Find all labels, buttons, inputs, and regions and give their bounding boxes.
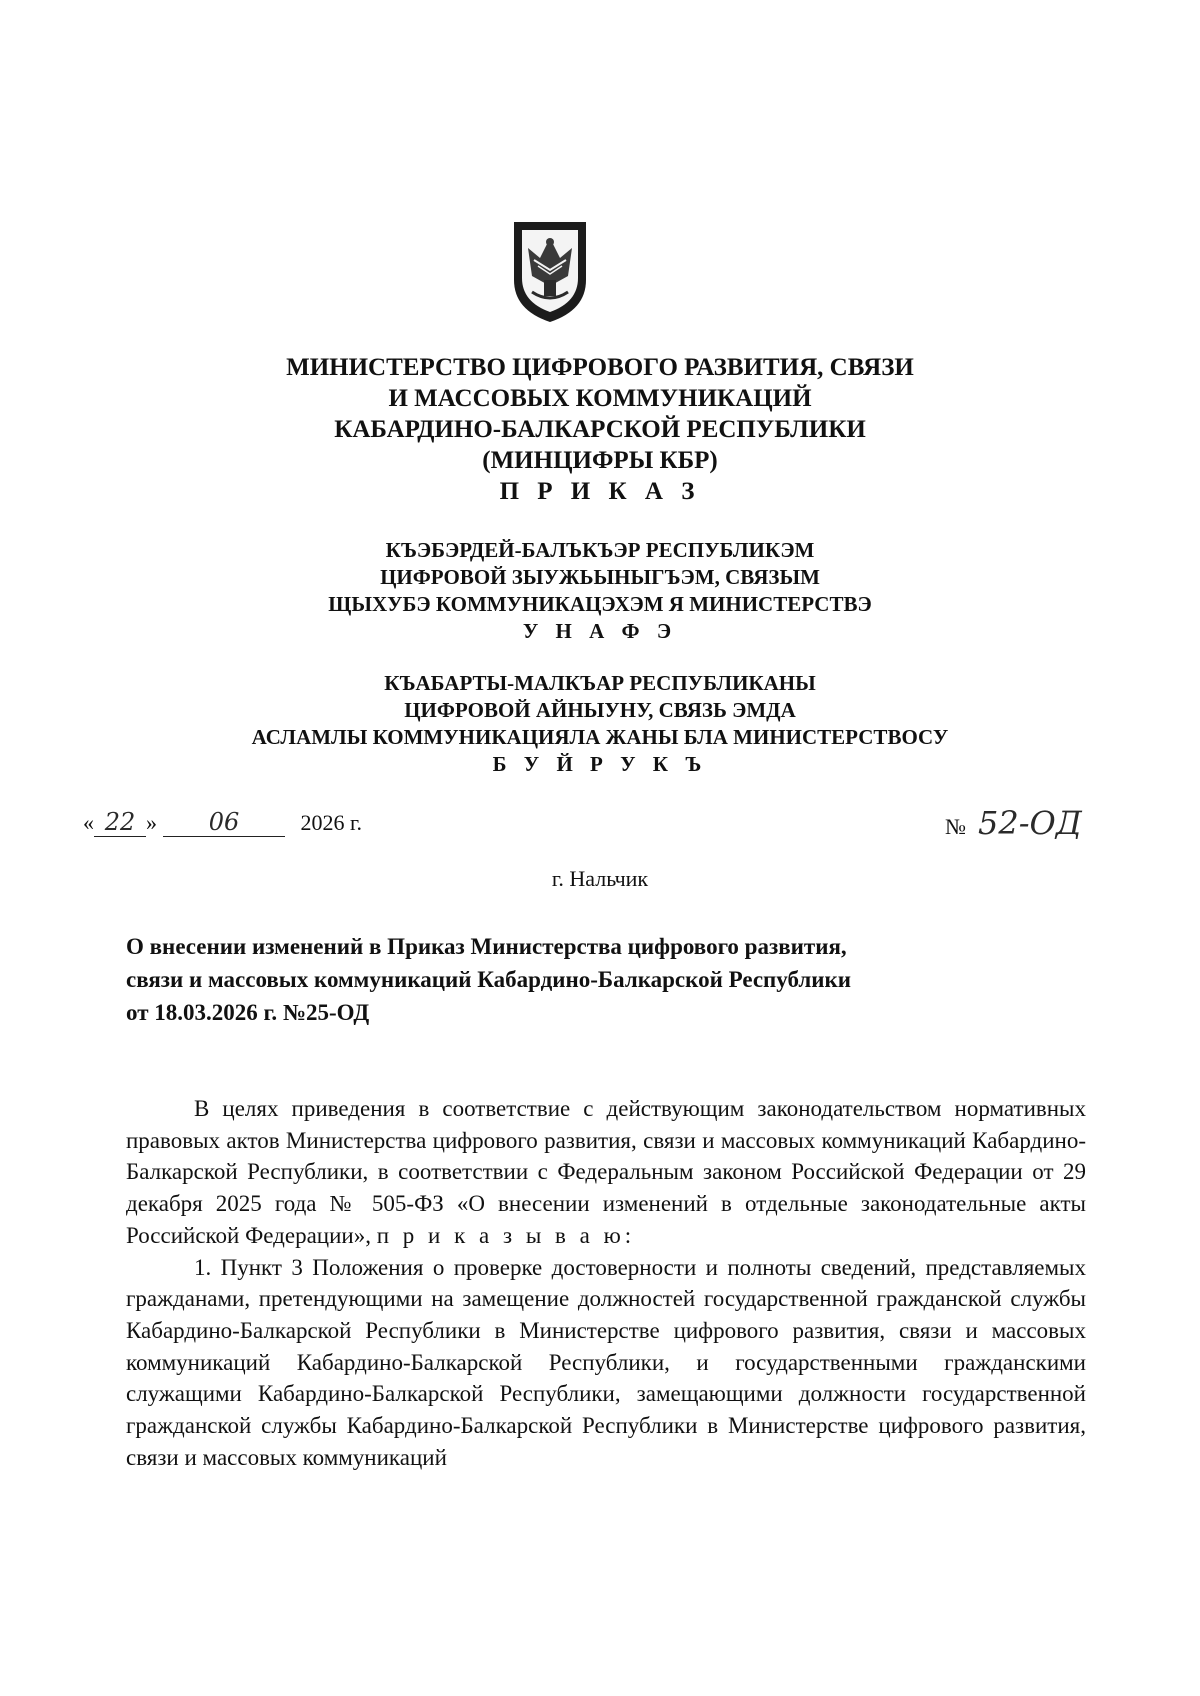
header-line: ЩЫХУБЭ КОММУНИКАЦЭХЭМ Я МИНИСТЕРСТВЭ	[328, 592, 872, 616]
header-line: МИНИСТЕРСТВО ЦИФРОВОГО РАЗВИТИЯ, СВЯЗИ	[286, 354, 914, 381]
paragraph-text: В целях приведения в соответствие с действующим законодательством нормативных правовых актов Министерства цифрового развития, связи и массовых коммуникаций Кабардино-Балкарской Республики, в соответствии с Федеральным законом Российской Федерации от 29 декабря 2025 года № 505-ФЗ «О внесении изменений в отдельные законодательные акты Российской Федерации»,	[126, 1096, 1086, 1248]
ministry-header-kabardian	[0, 537, 1200, 645]
document-type: У Н А Ф Э	[522, 619, 678, 643]
header-line: КЪАБАРТЫ-МАЛКЪАР РЕСПУБЛИКАНЫ	[384, 671, 816, 695]
date-month: 06	[163, 808, 285, 837]
ministry-header-russian	[0, 352, 1200, 507]
document-type: П Р И К А З	[499, 478, 701, 505]
document-type: Б У Й Р У К Ъ	[492, 752, 708, 776]
document-title	[126, 930, 1066, 1029]
title-line: связи и массовых коммуникаций Кабардино-Балкарской Республики	[126, 967, 852, 992]
coat-of-arms-emblem	[510, 218, 590, 324]
date-close-quote: »	[146, 810, 157, 835]
date-year: 2026 г.	[300, 810, 363, 835]
document-number	[945, 804, 1082, 842]
city-name: г. Нальчик	[551, 866, 649, 891]
header-line: ЦИФРОВОЙ АЙНЫУНУ, СВЯЗЬ ЭМДА	[404, 698, 796, 722]
document-body	[126, 1093, 1086, 1473]
title-line: О внесении изменений в Приказ Министерства цифрового развития,	[126, 934, 847, 959]
date-open-quote: «	[83, 810, 94, 835]
date-day: 22	[94, 808, 146, 837]
body-paragraph	[126, 1093, 1086, 1252]
header-line: КЪЭБЭРДЕЙ-БАЛЪКЪЭР РЕСПУБЛИКЭМ	[385, 538, 815, 562]
header-line: АСЛАМЛЫ КОММУНИКАЦИЯЛА ЖАНЫ БЛА МИНИСТЕРСТВОСУ	[251, 725, 949, 749]
header-line: ЦИФРОВОЙ ЗЫУЖЬЫНЫГЪЭМ, СВЯЗЫМ	[380, 565, 820, 589]
body-paragraph: 1. Пункт 3 Положения о проверке достоверности и полноты сведений, представляемых гражданами, претендующими на замещение должностей государственной гражданской службы Кабардино-Балкарской Республики в Министерстве цифрового развития, связи и массовых коммуникаций Кабардино-Балкарской Республики, и государственными гражданскими служащими Кабардино-Балкарской Республики, замещающими должности государственной гражданской службы Кабардино-Балкарской Республики в Министерстве цифрового развития, связи и массовых коммуникаций	[126, 1254, 1086, 1470]
ministry-header-balkar	[0, 670, 1200, 778]
title-line: от 18.03.2026 г. №25-ОД	[126, 1000, 370, 1025]
header-line: (МИНЦИФРЫ КБР)	[482, 447, 718, 474]
order-word: п р и к а з ы в а ю:	[376, 1222, 636, 1248]
document-date	[83, 808, 362, 837]
header-line: КАБАРДИНО-БАЛКАРСКОЙ РЕСПУБЛИКИ	[334, 416, 866, 443]
header-line: И МАССОВЫХ КОММУНИКАЦИЙ	[388, 385, 812, 412]
number-value: 52-ОД	[978, 804, 1082, 842]
number-label: №	[945, 814, 966, 839]
